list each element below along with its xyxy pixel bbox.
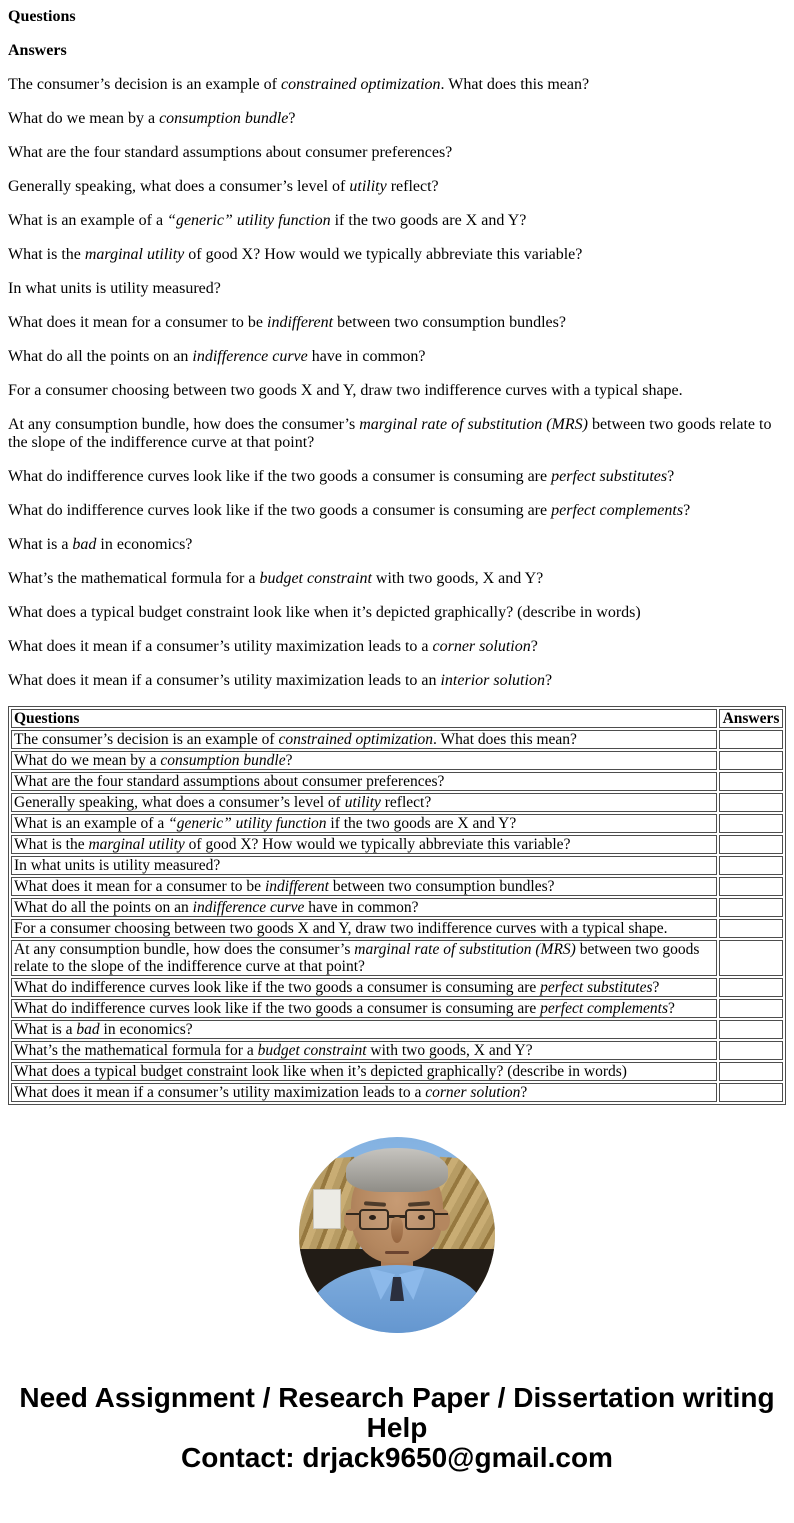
question-cell <box>11 856 717 875</box>
text-run: ? <box>288 110 296 127</box>
answer-cell <box>719 1041 783 1060</box>
question-paragraph <box>8 382 786 400</box>
question-paragraph <box>8 672 786 690</box>
question-cell <box>11 877 717 896</box>
avatar-container <box>8 1137 786 1333</box>
text-run: What do indifference curves look like if the two goods a consumer is consuming are <box>8 502 552 519</box>
text-run: At any consumption bundle, how does the consumer’s <box>14 941 355 958</box>
table-row <box>11 1083 783 1102</box>
text-run: between two goods relate to the slope of the indifference curve at that point? <box>14 941 700 975</box>
question-cell <box>11 793 717 812</box>
text-run: with two goods, X and Y? <box>366 1042 533 1059</box>
text-run: if the two goods are X and Y? <box>330 212 527 229</box>
emphasized-term: perfect substitutes <box>540 979 653 996</box>
answer-cell <box>719 730 783 749</box>
emphasized-term: utility <box>344 794 381 811</box>
answer-cell <box>719 898 783 917</box>
table-row <box>11 730 783 749</box>
text-run: In what units is utility measured? <box>14 857 221 874</box>
text-run: of good X? How would we typically abbreviate this variable? <box>184 836 571 853</box>
emphasized-term: perfect complements <box>551 502 684 519</box>
answer-cell <box>719 999 783 1018</box>
question-cell <box>11 919 717 938</box>
question-cell <box>11 835 717 854</box>
emphasized-term: consumption bundle <box>159 110 289 127</box>
text-run: What do all the points on an <box>8 348 193 365</box>
answer-cell <box>719 978 783 997</box>
emphasized-term: marginal utility <box>84 246 185 263</box>
text-run: ? <box>285 752 293 769</box>
answers-column-header: Answers <box>719 709 783 728</box>
question-paragraph <box>8 144 786 162</box>
question-paragraph <box>8 570 786 588</box>
question-paragraph <box>8 638 786 656</box>
text-run: Generally speaking, what does a consumer’s level of <box>14 794 345 811</box>
text-run: What does it mean if a consumer’s utility maximization leads to an <box>8 672 441 689</box>
answer-cell <box>719 793 783 812</box>
document <box>8 8 786 1473</box>
text-run: in economics? <box>99 1021 193 1038</box>
emphasized-term: “generic” utility function <box>168 815 327 832</box>
emphasized-term: indifferent <box>267 314 334 331</box>
answer-cell <box>719 1083 783 1102</box>
table-body <box>11 730 783 1102</box>
footer-banner <box>8 1383 786 1473</box>
text-run: In what units is utility measured? <box>8 280 221 297</box>
table-header-row <box>11 709 783 728</box>
emphasized-term: budget constraint <box>257 1042 367 1059</box>
text-run: with two goods, X and Y? <box>371 570 544 587</box>
emphasized-term: marginal rate of substitution (MRS) <box>354 941 576 958</box>
text-run: What do we mean by a <box>14 752 161 769</box>
answer-cell <box>719 919 783 938</box>
text-run: What does it mean if a consumer’s utility maximization leads to a <box>14 1084 426 1101</box>
question-paragraph <box>8 76 786 94</box>
avatar-nose <box>391 1217 403 1243</box>
question-paragraph <box>8 280 786 298</box>
text-run: in economics? <box>96 536 193 553</box>
answer-cell <box>719 877 783 896</box>
answer-cell <box>719 856 783 875</box>
avatar-hair <box>346 1148 448 1192</box>
question-paragraph <box>8 536 786 554</box>
text-run: What’s the mathematical formula for a <box>8 570 260 587</box>
avatar-wall-panel <box>313 1189 341 1229</box>
emphasized-term: marginal rate of substitution (MRS) <box>359 416 588 433</box>
table-row <box>11 1062 783 1081</box>
avatar-eye-left <box>369 1215 376 1220</box>
table-row <box>11 1041 783 1060</box>
avatar-glasses-temple-left <box>346 1213 359 1215</box>
answer-cell <box>719 751 783 770</box>
text-run: What is an example of a <box>8 212 168 229</box>
table-row <box>11 772 783 791</box>
question-cell <box>11 1020 717 1039</box>
question-cell <box>11 978 717 997</box>
text-run: of good X? How would we typically abbreviate this variable? <box>184 246 583 263</box>
question-paragraphs <box>8 76 786 690</box>
text-run: reflect? <box>380 794 432 811</box>
emphasized-term: corner solution <box>425 1084 521 1101</box>
emphasized-term: corner solution <box>432 638 531 655</box>
question-cell <box>11 999 717 1018</box>
emphasized-term: utility <box>349 178 387 195</box>
text-run: ? <box>667 468 675 485</box>
text-run: What is an example of a <box>14 815 169 832</box>
emphasized-term: perfect complements <box>540 1000 668 1017</box>
avatar-glasses-temple-right <box>435 1213 448 1215</box>
question-cell <box>11 730 717 749</box>
question-cell <box>11 772 717 791</box>
text-run: The consumer’s decision is an example of <box>14 731 279 748</box>
answer-cell <box>719 940 783 976</box>
avatar-photo <box>299 1137 495 1333</box>
text-run: between two consumption bundles? <box>333 314 566 331</box>
table-row <box>11 877 783 896</box>
emphasized-term: consumption bundle <box>160 752 286 769</box>
text-run: What do indifference curves look like if the two goods a consumer is consuming are <box>14 979 541 996</box>
emphasized-term: marginal utility <box>88 836 185 853</box>
emphasized-term: indifferent <box>264 878 329 895</box>
answer-cell <box>719 814 783 833</box>
text-run: reflect? <box>386 178 439 195</box>
text-run: have in common? <box>307 348 426 365</box>
questions-heading: Questions <box>8 8 76 25</box>
questions-list <box>8 8 786 690</box>
questions-column-header: Questions <box>11 709 717 728</box>
answer-cell <box>719 835 783 854</box>
text-run: What does a typical budget constraint look like when it’s depicted graphically? (describe in words) <box>14 1063 627 1080</box>
text-run: ? <box>652 979 660 996</box>
text-run: . What does this mean? <box>433 731 577 748</box>
table-row <box>11 751 783 770</box>
question-cell <box>11 1062 717 1081</box>
emphasized-term: bad <box>72 536 97 553</box>
table-row <box>11 814 783 833</box>
text-run: What do we mean by a <box>8 110 160 127</box>
table-row <box>11 999 783 1018</box>
answer-cell <box>719 1062 783 1081</box>
question-paragraph <box>8 604 786 622</box>
text-run: What are the four standard assumptions about consumer preferences? <box>8 144 453 161</box>
text-run: Generally speaking, what does a consumer’s level of <box>8 178 350 195</box>
emphasized-term: indifference curve <box>192 899 305 916</box>
table-row <box>11 1020 783 1039</box>
text-run: have in common? <box>304 899 419 916</box>
text-run: What do indifference curves look like if the two goods a consumer is consuming are <box>14 1000 541 1017</box>
footer-contact-text: Contact: drjack9650@gmail.com <box>181 1442 613 1473</box>
text-run: What does it mean if a consumer’s utility maximization leads to a <box>8 638 433 655</box>
table-row <box>11 978 783 997</box>
answers-heading: Answers <box>8 42 67 59</box>
question-paragraph <box>8 416 786 452</box>
question-cell <box>11 940 717 976</box>
text-run: What is the <box>14 836 89 853</box>
question-paragraph <box>8 348 786 366</box>
question-paragraph <box>8 502 786 520</box>
table-row <box>11 898 783 917</box>
text-run: What do all the points on an <box>14 899 193 916</box>
text-run: What is a <box>14 1021 77 1038</box>
question-cell <box>11 1041 717 1060</box>
text-run: What is the <box>8 246 85 263</box>
text-run: The consumer’s decision is an example of <box>8 76 281 93</box>
text-run: At any consumption bundle, how does the consumer’s <box>8 416 360 433</box>
emphasized-term: indifference curve <box>192 348 308 365</box>
text-run: For a consumer choosing between two goods X and Y, draw two indifference curves with a typical shape. <box>14 920 668 937</box>
answer-cell <box>719 1020 783 1039</box>
text-run: ? <box>667 1000 675 1017</box>
question-paragraph <box>8 178 786 196</box>
avatar-mouth <box>385 1251 409 1254</box>
table-row <box>11 919 783 938</box>
table-row <box>11 940 783 976</box>
text-run: if the two goods are X and Y? <box>326 815 517 832</box>
question-paragraph <box>8 212 786 230</box>
question-cell <box>11 1083 717 1102</box>
questions-answers-table <box>8 706 786 1105</box>
text-run: What does it mean for a consumer to be <box>14 878 265 895</box>
question-paragraph <box>8 314 786 332</box>
question-cell <box>11 751 717 770</box>
answer-cell <box>719 772 783 791</box>
text-run: What does it mean for a consumer to be <box>8 314 268 331</box>
avatar-eye-right <box>418 1215 425 1220</box>
table-row <box>11 835 783 854</box>
emphasized-term: constrained optimization <box>278 731 434 748</box>
text-run: . What does this mean? <box>440 76 590 93</box>
footer-help-text: Need Assignment / Research Paper / Dissertation writing Help <box>19 1382 775 1443</box>
text-run: ? <box>520 1084 528 1101</box>
emphasized-term: perfect substitutes <box>551 468 668 485</box>
text-run: For a consumer choosing between two goods X and Y, draw two indifference curves with a typical shape. <box>8 382 683 399</box>
text-run: What do indifference curves look like if the two goods a consumer is consuming are <box>8 468 552 485</box>
text-run: What is a <box>8 536 73 553</box>
text-run: ? <box>683 502 691 519</box>
emphasized-term: bad <box>76 1021 100 1038</box>
emphasized-term: constrained optimization <box>280 76 441 93</box>
question-paragraph <box>8 110 786 128</box>
text-run: ? <box>530 638 538 655</box>
text-run: between two consumption bundles? <box>328 878 555 895</box>
text-run: What does a typical budget constraint look like when it’s depicted graphically? (describe in words) <box>8 604 641 621</box>
emphasized-term: budget constraint <box>259 570 372 587</box>
table-row <box>11 793 783 812</box>
emphasized-term: “generic” utility function <box>167 212 331 229</box>
question-paragraph <box>8 246 786 264</box>
question-cell <box>11 814 717 833</box>
question-paragraph <box>8 468 786 486</box>
text-run: between two goods relate to the slope of the indifference curve at that point? <box>8 416 772 451</box>
table-row <box>11 856 783 875</box>
emphasized-term: interior solution <box>440 672 545 689</box>
text-run: ? <box>544 672 553 689</box>
text-run: What’s the mathematical formula for a <box>14 1042 258 1059</box>
text-run: What are the four standard assumptions about consumer preferences? <box>14 773 445 790</box>
question-cell <box>11 898 717 917</box>
